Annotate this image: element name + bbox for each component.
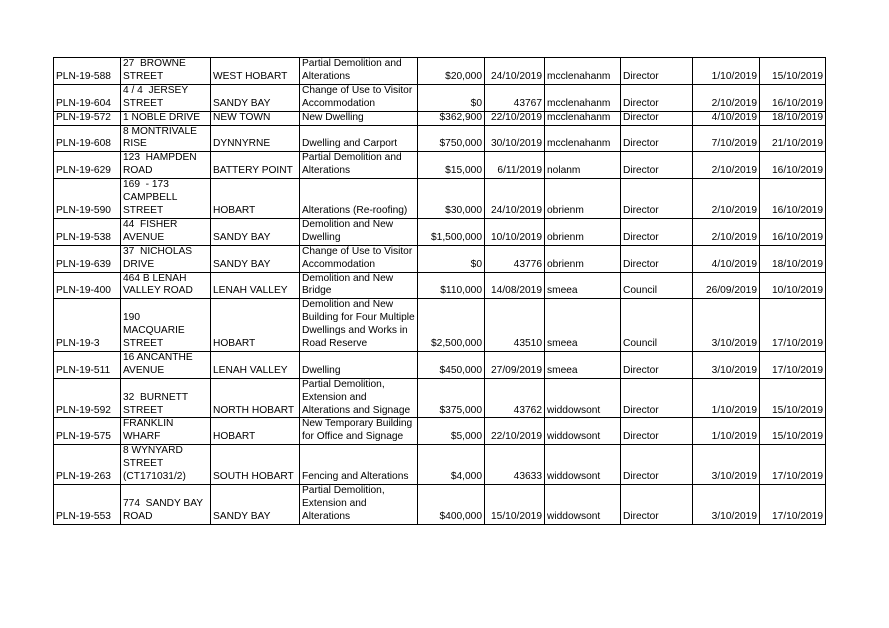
- description-cell: Change of Use to Visitor Accommodation: [300, 84, 418, 111]
- table-row: [54, 351, 826, 378]
- received-date-cell: 6/11/2019: [485, 152, 545, 179]
- cost-cell: $15,000: [418, 152, 485, 179]
- end-date-cell: 16/10/2019: [760, 152, 826, 179]
- cost-cell: $400,000: [418, 485, 485, 525]
- start-date-cell: 2/10/2019: [693, 179, 760, 219]
- description-cell: Dwelling: [300, 351, 418, 378]
- end-date-cell: 18/10/2019: [760, 111, 826, 125]
- application-id-cell: PLN-19-575: [54, 418, 121, 445]
- table-row: [54, 58, 826, 85]
- suburb-cell: HOBART: [211, 418, 300, 445]
- officer-cell: obrienm: [545, 179, 621, 219]
- suburb-cell: HOBART: [211, 179, 300, 219]
- address-cell: 464 B LENAH VALLEY ROAD: [121, 272, 211, 299]
- description-cell: Demolition and New Bridge: [300, 272, 418, 299]
- end-date-cell: 10/10/2019: [760, 272, 826, 299]
- received-date-cell: 43762: [485, 378, 545, 418]
- cost-cell: $4,000: [418, 445, 485, 485]
- delegation-cell: Director: [621, 179, 693, 219]
- address-cell: 37 NICHOLAS DRIVE: [121, 245, 211, 272]
- officer-cell: mcclenahanm: [545, 84, 621, 111]
- received-date-cell: 10/10/2019: [485, 218, 545, 245]
- table-row: [54, 111, 826, 125]
- description-cell: Demolition and New Dwelling: [300, 218, 418, 245]
- table-row: [54, 84, 826, 111]
- start-date-cell: 3/10/2019: [693, 351, 760, 378]
- officer-cell: mcclenahanm: [545, 111, 621, 125]
- received-date-cell: 43776: [485, 245, 545, 272]
- description-cell: Partial Demolition, Extension and Alterations and Signage: [300, 378, 418, 418]
- application-id-cell: PLN-19-592: [54, 378, 121, 418]
- start-date-cell: 1/10/2019: [693, 418, 760, 445]
- cost-cell: $375,000: [418, 378, 485, 418]
- suburb-cell: SANDY BAY: [211, 218, 300, 245]
- suburb-cell: SANDY BAY: [211, 245, 300, 272]
- address-cell: 32 BURNETT STREET: [121, 378, 211, 418]
- delegation-cell: Director: [621, 245, 693, 272]
- application-id-cell: PLN-19-400: [54, 272, 121, 299]
- suburb-cell: SOUTH HOBART: [211, 445, 300, 485]
- officer-cell: obrienm: [545, 218, 621, 245]
- received-date-cell: 24/10/2019: [485, 58, 545, 85]
- received-date-cell: 24/10/2019: [485, 179, 545, 219]
- received-date-cell: 43510: [485, 299, 545, 352]
- delegation-cell: Director: [621, 58, 693, 85]
- address-cell: 4 / 4 JERSEY STREET: [121, 84, 211, 111]
- cost-cell: $20,000: [418, 58, 485, 85]
- suburb-cell: LENAH VALLEY: [211, 351, 300, 378]
- description-cell: Alterations (Re-roofing): [300, 179, 418, 219]
- application-id-cell: PLN-19-590: [54, 179, 121, 219]
- description-cell: Partial Demolition and Alterations: [300, 152, 418, 179]
- cost-cell: $2,500,000: [418, 299, 485, 352]
- officer-cell: widdowsont: [545, 418, 621, 445]
- end-date-cell: 15/10/2019: [760, 378, 826, 418]
- end-date-cell: 17/10/2019: [760, 351, 826, 378]
- table-row: [54, 245, 826, 272]
- address-cell: 27 BROWNE STREET: [121, 58, 211, 85]
- delegation-cell: Director: [621, 485, 693, 525]
- start-date-cell: 3/10/2019: [693, 445, 760, 485]
- delegation-cell: Council: [621, 272, 693, 299]
- application-id-cell: PLN-19-511: [54, 351, 121, 378]
- end-date-cell: 16/10/2019: [760, 179, 826, 219]
- address-cell: 1 NOBLE DRIVE: [121, 111, 211, 125]
- end-date-cell: 17/10/2019: [760, 299, 826, 352]
- cost-cell: $450,000: [418, 351, 485, 378]
- suburb-cell: WEST HOBART: [211, 58, 300, 85]
- start-date-cell: 26/09/2019: [693, 272, 760, 299]
- application-id-cell: PLN-19-553: [54, 485, 121, 525]
- application-id-cell: PLN-19-263: [54, 445, 121, 485]
- description-cell: Change of Use to Visitor Accommodation: [300, 245, 418, 272]
- delegation-cell: Director: [621, 84, 693, 111]
- end-date-cell: 17/10/2019: [760, 485, 826, 525]
- received-date-cell: 43767: [485, 84, 545, 111]
- officer-cell: mcclenahanm: [545, 125, 621, 152]
- table-row: [54, 445, 826, 485]
- start-date-cell: 3/10/2019: [693, 485, 760, 525]
- application-id-cell: PLN-19-538: [54, 218, 121, 245]
- end-date-cell: 15/10/2019: [760, 418, 826, 445]
- application-id-cell: PLN-19-3: [54, 299, 121, 352]
- end-date-cell: 15/10/2019: [760, 58, 826, 85]
- received-date-cell: 14/08/2019: [485, 272, 545, 299]
- address-cell: 16 ANCANTHE AVENUE: [121, 351, 211, 378]
- address-cell: 8 MONTRIVALE RISE: [121, 125, 211, 152]
- application-id-cell: PLN-19-572: [54, 111, 121, 125]
- officer-cell: obrienm: [545, 245, 621, 272]
- suburb-cell: SANDY BAY: [211, 485, 300, 525]
- table-row: [54, 179, 826, 219]
- start-date-cell: 2/10/2019: [693, 84, 760, 111]
- suburb-cell: NORTH HOBART: [211, 378, 300, 418]
- description-cell: Partial Demolition and Alterations: [300, 58, 418, 85]
- address-cell: 169 - 173 CAMPBELL STREET: [121, 179, 211, 219]
- cost-cell: $362,900: [418, 111, 485, 125]
- end-date-cell: 21/10/2019: [760, 125, 826, 152]
- received-date-cell: 22/10/2019: [485, 418, 545, 445]
- description-cell: Fencing and Alterations: [300, 445, 418, 485]
- address-cell: FRANKLIN WHARF: [121, 418, 211, 445]
- address-cell: 774 SANDY BAY ROAD: [121, 485, 211, 525]
- delegation-cell: Director: [621, 378, 693, 418]
- suburb-cell: LENAH VALLEY: [211, 272, 300, 299]
- start-date-cell: 4/10/2019: [693, 111, 760, 125]
- application-id-cell: PLN-19-629: [54, 152, 121, 179]
- table-row: [54, 125, 826, 152]
- officer-cell: smeea: [545, 351, 621, 378]
- cost-cell: $0: [418, 84, 485, 111]
- officer-cell: smeea: [545, 299, 621, 352]
- application-id-cell: PLN-19-639: [54, 245, 121, 272]
- received-date-cell: 27/09/2019: [485, 351, 545, 378]
- delegation-cell: Council: [621, 299, 693, 352]
- cost-cell: $0: [418, 245, 485, 272]
- delegation-cell: Director: [621, 445, 693, 485]
- application-id-cell: PLN-19-604: [54, 84, 121, 111]
- received-date-cell: 30/10/2019: [485, 125, 545, 152]
- delegation-cell: Director: [621, 125, 693, 152]
- delegation-cell: Director: [621, 351, 693, 378]
- start-date-cell: 7/10/2019: [693, 125, 760, 152]
- start-date-cell: 3/10/2019: [693, 299, 760, 352]
- end-date-cell: 16/10/2019: [760, 218, 826, 245]
- end-date-cell: 17/10/2019: [760, 445, 826, 485]
- description-cell: Demolition and New Building for Four Multiple Dwellings and Works in Road Reserve: [300, 299, 418, 352]
- officer-cell: mcclenahanm: [545, 58, 621, 85]
- officer-cell: nolanm: [545, 152, 621, 179]
- table-row: [54, 378, 826, 418]
- description-cell: New Temporary Building for Office and Signage: [300, 418, 418, 445]
- start-date-cell: 4/10/2019: [693, 245, 760, 272]
- address-cell: 123 HAMPDEN ROAD: [121, 152, 211, 179]
- delegation-cell: Director: [621, 218, 693, 245]
- cost-cell: $750,000: [418, 125, 485, 152]
- suburb-cell: NEW TOWN: [211, 111, 300, 125]
- officer-cell: widdowsont: [545, 378, 621, 418]
- received-date-cell: 22/10/2019: [485, 111, 545, 125]
- officer-cell: widdowsont: [545, 485, 621, 525]
- planning-applications-table: [53, 57, 826, 525]
- table-row: [54, 485, 826, 525]
- cost-cell: $5,000: [418, 418, 485, 445]
- suburb-cell: BATTERY POINT: [211, 152, 300, 179]
- start-date-cell: 2/10/2019: [693, 152, 760, 179]
- cost-cell: $30,000: [418, 179, 485, 219]
- description-cell: New Dwelling: [300, 111, 418, 125]
- delegation-cell: Director: [621, 418, 693, 445]
- delegation-cell: Director: [621, 152, 693, 179]
- officer-cell: widdowsont: [545, 445, 621, 485]
- table-row: [54, 152, 826, 179]
- officer-cell: smeea: [545, 272, 621, 299]
- cost-cell: $1,500,000: [418, 218, 485, 245]
- received-date-cell: 15/10/2019: [485, 485, 545, 525]
- application-id-cell: PLN-19-588: [54, 58, 121, 85]
- delegation-cell: Director: [621, 111, 693, 125]
- table-body: [54, 58, 826, 525]
- table-row: [54, 418, 826, 445]
- start-date-cell: 2/10/2019: [693, 218, 760, 245]
- description-cell: Dwelling and Carport: [300, 125, 418, 152]
- end-date-cell: 18/10/2019: [760, 245, 826, 272]
- suburb-cell: DYNNYRNE: [211, 125, 300, 152]
- start-date-cell: 1/10/2019: [693, 58, 760, 85]
- end-date-cell: 16/10/2019: [760, 84, 826, 111]
- cost-cell: $110,000: [418, 272, 485, 299]
- application-id-cell: PLN-19-608: [54, 125, 121, 152]
- address-cell: 190 MACQUARIE STREET: [121, 299, 211, 352]
- suburb-cell: SANDY BAY: [211, 84, 300, 111]
- description-cell: Partial Demolition, Extension and Alterations: [300, 485, 418, 525]
- table-row: [54, 272, 826, 299]
- address-cell: 8 WYNYARD STREET (CT171031/2): [121, 445, 211, 485]
- address-cell: 44 FISHER AVENUE: [121, 218, 211, 245]
- start-date-cell: 1/10/2019: [693, 378, 760, 418]
- suburb-cell: HOBART: [211, 299, 300, 352]
- table-row: [54, 218, 826, 245]
- table-row: [54, 299, 826, 352]
- received-date-cell: 43633: [485, 445, 545, 485]
